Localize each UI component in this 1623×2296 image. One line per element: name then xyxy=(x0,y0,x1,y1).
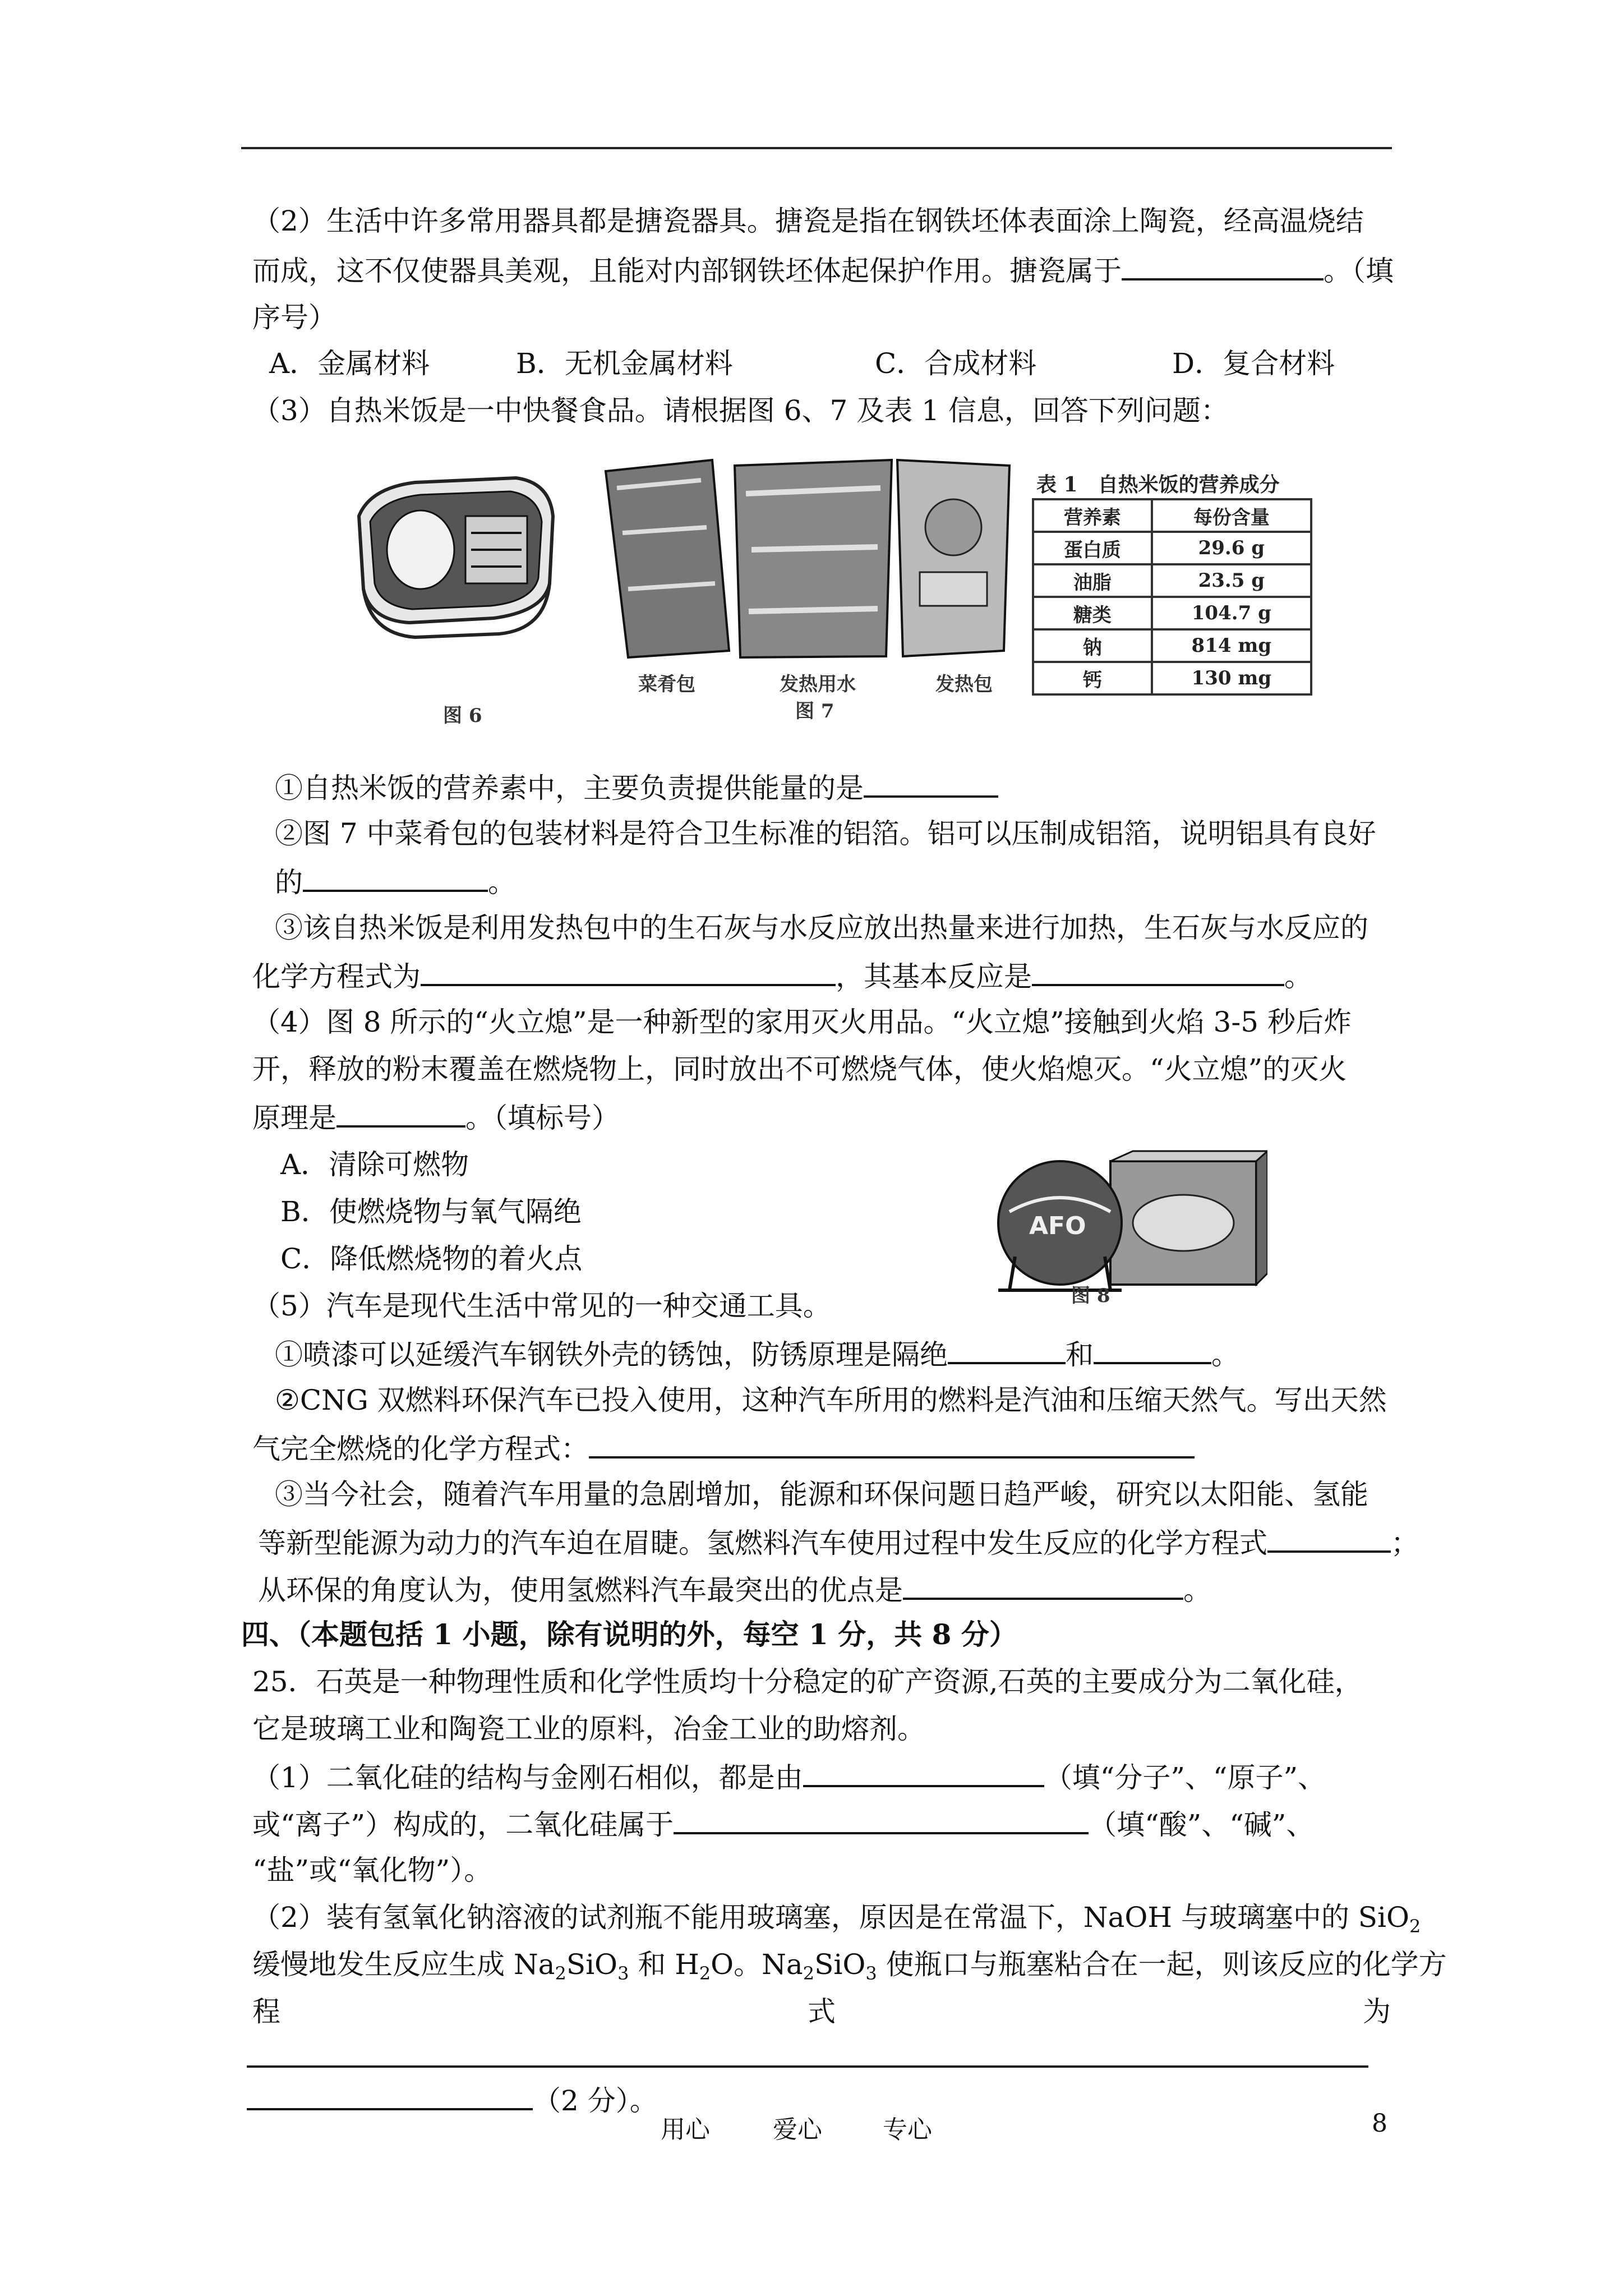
table-cell: 104.7 g xyxy=(1152,597,1311,629)
q25-part2-line2: 缓慢地发生反应生成 $Na_2SiO_3$ 和 $H_2O$。$Na_2SiO_3$ 使瓶口与瓶塞粘合在一起，则该反应的化学方 xyxy=(252,1948,1447,1984)
q5-sub3-line2: 等新型能源为动力的汽车迫在眉睫。氢燃料汽车使用过程中发生反应的化学方程式 ； xyxy=(258,1518,1419,1567)
q4-line2: 开，释放的粉末覆盖在燃烧物上，同时放出不可燃烧气体，使火焰熄灭。“火立熄”的灭火 xyxy=(252,1053,1347,1085)
q3-equation-blank[interactable] xyxy=(421,951,836,986)
nutrition-table xyxy=(1032,498,1312,696)
q2-option-b[interactable]: B．无机金属材料 xyxy=(516,347,733,380)
page-number: 8 xyxy=(1372,2109,1387,2138)
section-4-heading: 四、（本题包括 1 小题，除有说明的外，每空 1 分，共 8 分） xyxy=(241,1618,1017,1651)
q4-answer-blank[interactable] xyxy=(336,1093,465,1128)
q5-sub3-line3: 从环保的角度认为，使用氢燃料汽车最突出的优点是 。 xyxy=(258,1565,1211,1614)
q3-sub1: ①自热米饭的营养素中，主要负责提供能量的是 xyxy=(275,763,998,812)
q2-options xyxy=(269,340,1335,387)
table-cell: 蛋白质 xyxy=(1033,532,1152,564)
table-header-cell: 每份含量 xyxy=(1152,499,1311,532)
q5-sub2-line1: ②CNG 双燃料环保汽车已投入使用，这种汽车所用的燃料是汽油和压缩天然气。写出天然 xyxy=(275,1384,1387,1416)
q4-option-b[interactable]: B．使燃烧物与氧气隔绝 xyxy=(280,1195,582,1228)
figure-6-caption: 图 6 xyxy=(443,705,482,727)
q25-part2-line1: （2）装有氢氧化钠溶液的试剂瓶不能用玻璃塞，原因是在常温下，NaOH 与玻璃塞中的 SiO$_2$ xyxy=(252,1901,1421,1937)
table-cell: 23.5 g xyxy=(1152,564,1311,597)
figure-7-label-water: 发热用水 xyxy=(780,673,856,696)
table-header-row xyxy=(1033,499,1311,532)
q3-sub1-blank[interactable] xyxy=(864,763,998,798)
table-cell: 糖类 xyxy=(1033,597,1152,629)
q3-sub3-line2: 化学方程式为 ，其基本反应是 。 xyxy=(252,951,1312,1000)
q5-hydrogen-equation-blank[interactable] xyxy=(1267,1518,1391,1553)
q2-option-d[interactable]: D．复合材料 xyxy=(1172,347,1335,380)
q2-line2: 而成，这不仅使器具美观，且能对内部钢铁坯体起保护作用。搪瓷属于 。（填 xyxy=(252,246,1394,295)
q3-sub2-line2: 的 。 xyxy=(275,857,516,906)
q3-sub3-line1: ③该自热米饭是利用发热包中的生石灰与水反应放出热量来进行加热，生石灰与水反应的 xyxy=(275,912,1368,944)
q4-option-c[interactable]: C．降低燃烧物的着火点 xyxy=(280,1243,583,1275)
q25-structure-blank[interactable] xyxy=(803,1752,1044,1787)
figure-7-pouches-image xyxy=(594,449,1021,668)
q3-reaction-type-blank[interactable] xyxy=(1032,951,1284,986)
figure-7-label-heater: 发热包 xyxy=(935,673,993,696)
q4-line3: 原理是 。（填标号） xyxy=(252,1093,620,1142)
table-row xyxy=(1033,597,1311,629)
q2-option-a[interactable]: A．金属材料 xyxy=(269,347,430,380)
table-row xyxy=(1033,564,1311,597)
figure-7-label-dishes: 菜肴包 xyxy=(638,673,695,696)
q25-equation-blank-line[interactable] xyxy=(247,2065,1368,2068)
table-cell: 油脂 xyxy=(1033,564,1152,597)
table-row xyxy=(1033,532,1311,564)
q3-sub2-line1: ②图 7 中菜肴包的包装材料是符合卫生标准的铝箔。铝可以压制成铝箔，说明铝具有良好 xyxy=(275,817,1376,850)
q3-sub2-blank[interactable] xyxy=(303,857,488,892)
figure-8-fire-extinguisher-image xyxy=(976,1150,1267,1301)
table-cell: 130 mg xyxy=(1152,662,1311,694)
figure-8-ball-label: AFO xyxy=(1029,1212,1086,1240)
q5-equation-blank[interactable] xyxy=(589,1424,1195,1458)
figure-6-rice-box-image xyxy=(348,471,561,645)
footer-motto-1: 用心 xyxy=(661,2115,710,2144)
q2-option-c[interactable]: C．合成材料 xyxy=(875,347,1037,380)
q25-line1: 25．石英是一种物理性质和化学性质均十分稳定的矿产资源,石英的主要成分为二氧化硅， xyxy=(252,1665,1363,1698)
footer-motto-2: 爱心 xyxy=(773,2115,822,2144)
q2-answer-blank[interactable] xyxy=(1122,246,1324,280)
table-header-cell: 营养素 xyxy=(1033,499,1152,532)
q4-line1: （4）图 8 所示的“火立熄”是一种新型的家用灭火用品。“火立熄”接触到火焰 3-5 秒后炸 xyxy=(252,1006,1352,1038)
q5-intro: （5）汽车是现代生活中常见的一种交通工具。 xyxy=(252,1290,831,1322)
q5-sub2-line2: 气完全燃烧的化学方程式： xyxy=(252,1424,1195,1473)
table-cell: 钠 xyxy=(1033,629,1152,662)
q25-class-blank[interactable] xyxy=(674,1800,1089,1834)
q5-sub1-blank-2[interactable] xyxy=(1094,1329,1211,1364)
header-rule xyxy=(241,147,1392,149)
figure-8-caption: 图 8 xyxy=(1071,1285,1110,1307)
q4-option-a[interactable]: A．清除可燃物 xyxy=(280,1148,469,1181)
q3-intro: （3）自热米饭是一中快餐食品。请根据图 6、7 及表 1 信息，回答下列问题： xyxy=(252,394,1229,427)
footer-motto-3: 专心 xyxy=(883,2115,932,2144)
q5-advantage-blank[interactable] xyxy=(903,1565,1183,1600)
table-row xyxy=(1033,629,1311,662)
q2-line1: （2）生活中许多常用器具都是搪瓷器具。搪瓷是指在钢铁坯体表面涂上陶瓷，经高温烧结 xyxy=(252,205,1364,237)
q25-part2-line3: 程 式 为 xyxy=(252,1995,1391,2028)
table-row xyxy=(1033,662,1311,694)
q25-part1-line3: “盐”或“氧化物”）。 xyxy=(252,1854,492,1887)
q25-line2: 它是玻璃工业和陶瓷工业的原料，冶金工业的助熔剂。 xyxy=(252,1713,925,1745)
q2-line3: 序号） xyxy=(252,301,336,334)
table-cell: 29.6 g xyxy=(1152,532,1311,564)
figure-7-caption: 图 7 xyxy=(795,700,834,723)
table-1-title: 表 1 自热米饭的营养成分 xyxy=(1036,473,1280,496)
q25-part1-line2: 或“离子”）构成的，二氧化硅属于 （填“酸”、“碱”、 xyxy=(252,1800,1314,1848)
q25-equation-blank-end[interactable] xyxy=(247,2076,533,2110)
q5-sub1: ①喷漆可以延缓汽车钢铁外壳的锈蚀，防锈原理是隔绝 和 。 xyxy=(275,1329,1239,1378)
table-cell: 钙 xyxy=(1033,662,1152,694)
q25-part1-line1: （1）二氧化硅的结构与金刚石相似，都是由 （填“分子”、“原子”、 xyxy=(252,1752,1326,1801)
q25-part2-line4: （2 分）。 xyxy=(247,2076,658,2124)
table-cell: 814 mg xyxy=(1152,629,1311,662)
q5-sub1-blank-1[interactable] xyxy=(948,1329,1066,1364)
q5-sub3-line1: ③当今社会，随着汽车用量的急剧增加，能源和环保问题日趋严峻，研究以太阳能、氢能 xyxy=(275,1478,1368,1511)
